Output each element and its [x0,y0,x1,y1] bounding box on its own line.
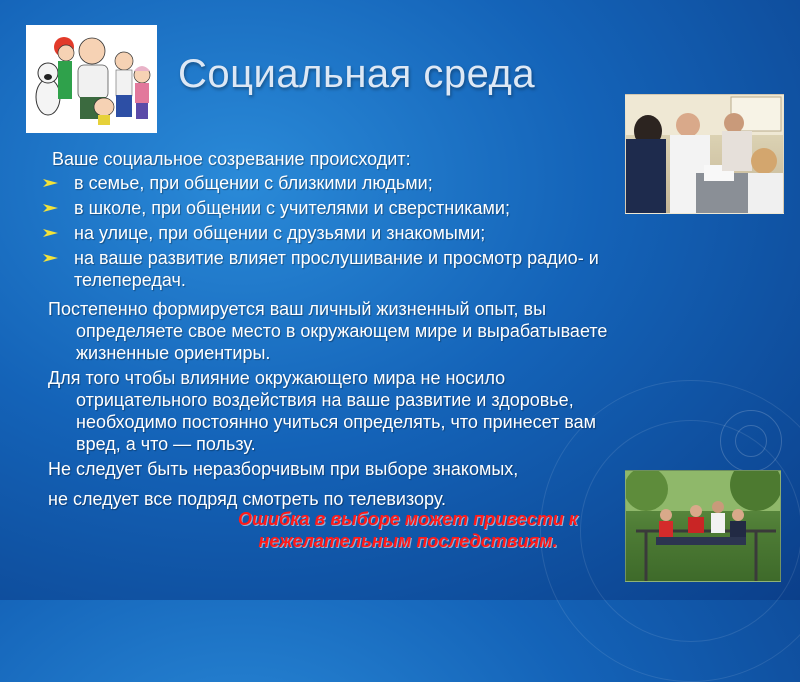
bullet-text: на ваше развитие влияет прослушивание и просмотр радио- и [74,248,599,268]
warning-line: нежелательным последствиям. [258,531,558,551]
paragraph-line: Для того чтобы влияние окружающего мира не носило [48,368,506,388]
list-item [40,197,740,219]
paragraph-line: жизненные ориентиры. [76,343,271,363]
paragraph-line: необходимо постоянно учиться определять, что принесет вам [76,412,597,432]
arrow-bullet-icon [42,228,60,238]
paragraph-experience [48,298,748,364]
paragraph-line: вред, а что — пользу. [76,434,256,454]
paragraph-line: отрицательного воздействия на ваше развитие и здоровье, [76,390,574,410]
bullet-text: в семье, при общении с близкими людьми; [74,173,433,193]
slide-title: Социальная среда [178,52,536,96]
paragraph-influence [48,367,748,455]
family-cartoon-image [26,25,157,133]
paragraph-line: Не следует быть неразборчивым при выборе знакомых, [48,459,519,479]
bullet-text: на улице, при общении с друзьями и знакомыми; [74,223,486,243]
intro-text: Ваше социальное созревание происходит: [52,149,411,169]
warning-text [198,508,618,552]
paragraph-line: не следует все подряд смотреть по телевизору. [48,489,447,509]
bullet-text: в школе, при общении с учителями и сверстниками; [74,198,510,218]
list-item [40,172,740,194]
bullet-text-continuation: телепередач. [74,270,186,290]
teens-outdoor-photo [625,470,781,582]
warning-line: Ошибка в выборе может привести к [238,509,578,529]
list-item [40,222,740,244]
list-item [40,247,740,291]
paragraph-line: Постепенно формируется ваш личный жизненный опыт, вы [48,299,547,319]
bullet-list [40,172,740,294]
arrow-bullet-icon [42,178,60,188]
paragraph-line: определяете свое место в окружающем мире и вырабатываете [76,321,608,341]
arrow-bullet-icon [42,203,60,213]
arrow-bullet-icon [42,253,60,263]
